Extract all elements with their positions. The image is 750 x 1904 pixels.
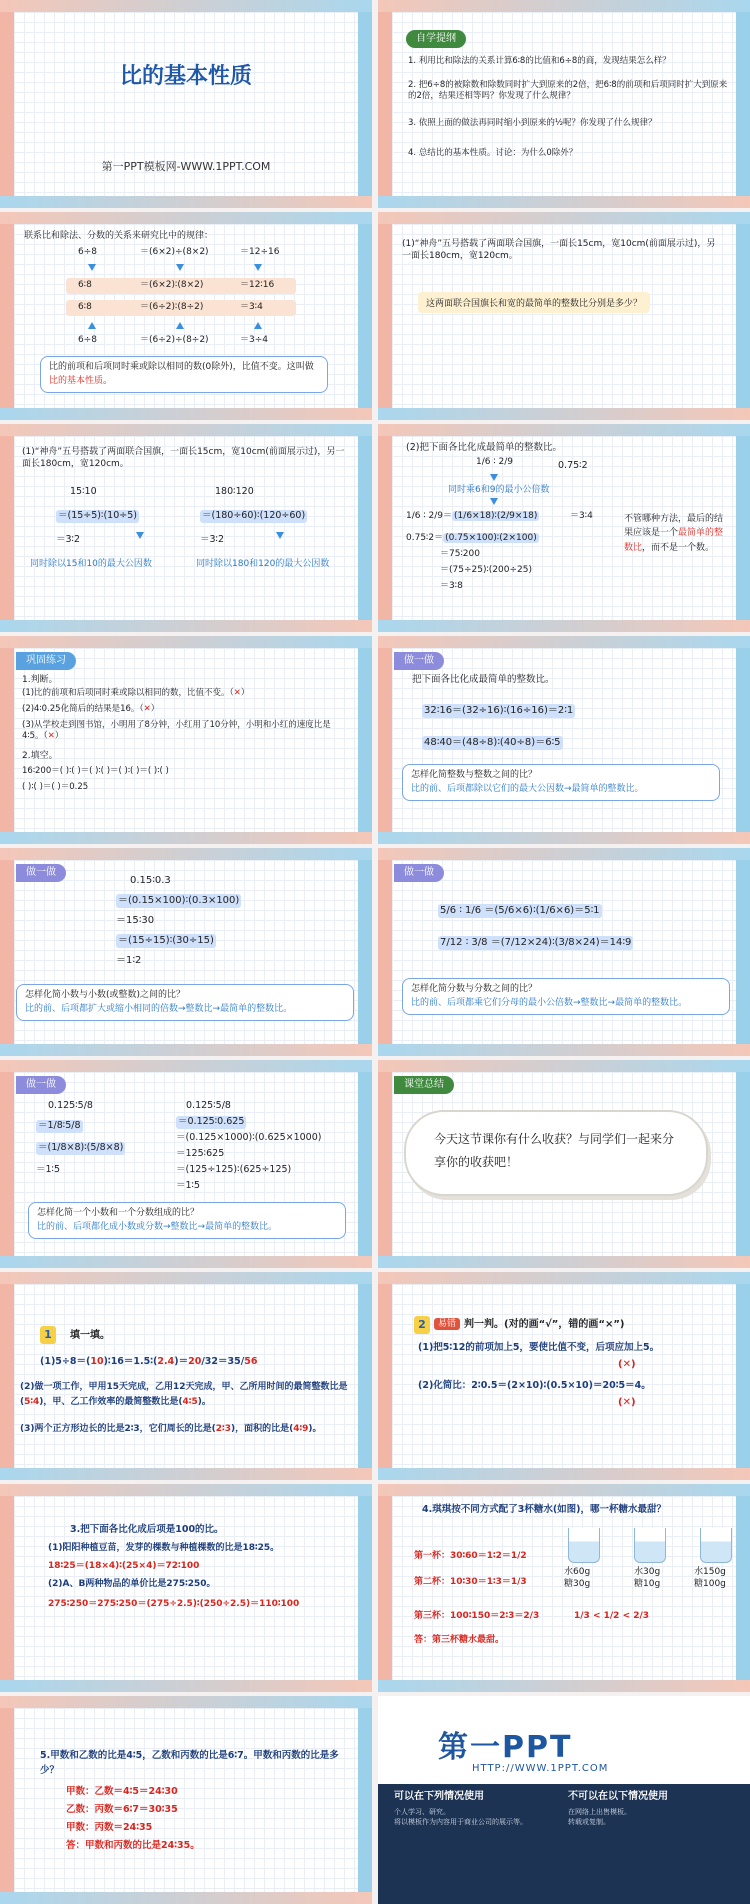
try-note: 怎样化简小数与小数(或整数)之间的比？ 比的前、后项都扩大或缩小相同的倍数→整数比→最简单的整数比。 [16,984,354,1021]
number-badge: 2 [414,1316,430,1334]
simplify-title: (2)把下面各比化成最简单的整数比。 [406,442,562,453]
try-tag: 做一做 [16,864,66,882]
arrow-down-icon [276,532,284,539]
ex1-q2: (2)做一项工作，甲用15天完成，乙用12天完成，甲、乙所用时间的最简整数比是(5∶4)，甲、乙工作效率的最简整数比是(4∶5)。 [20,1382,348,1408]
outline-item-4: 4. 总结比的基本性质。讨论：为什么0除外？ [408,148,578,158]
right-note: 同时除以180和120的最大公因数 [196,559,330,569]
slide-practice[interactable]: 巩固练习 1.判断。 (1)比的前项和后项同时乘或除以相同的数，比值不变。（✕） (2)4∶0.25化简后的结果是16。（✕） (3)从学校走到图书馆，小明用了8分钟，小红用了10分钟，小明和小红的速度比是4∶5。（✕） 2.填空。 16∶200＝( )∶( )＝( )∶( )＝( )∶( )＝( )∶( ) ( )∶( )＝( )＝0.25 [0,636,372,844]
ex2-mark-1: (✕) [618,1359,636,1370]
arrow-down-icon [254,264,262,271]
rules-note: 比的前项和后项同时乘或除以相同的数(0除外)，比值不变。这叫做比的基本性质。 [40,356,328,393]
outline-tag: 自学提纲 [406,30,466,48]
arrow-down-icon [490,474,498,481]
slide-exercise-4[interactable]: 4.琪琪按不同方式配了3杯糖水(如图)，哪一杯糖水最甜？ 水60g 糖30g 水30g 糖10g 水150g 糖100g 第一杯：30∶60＝1∶2＝1/2 第二杯：10∶30＝1∶3＝1/3 第三杯：100∶150＝2∶3＝2/3 1/3 < 1/2 < 2/3 答：第三杯糖水最甜。 [378,1484,750,1692]
summary-tag: 课堂总结 [394,1076,454,1094]
slide-exercise-1[interactable]: 1 填一填。 (1)5÷8＝(10)∶16＝1.5∶(2.4)＝20/32＝35/56 (2)做一项工作，甲用15天完成，乙用12天完成，甲、乙所用时间的最简整数比是(5∶4)，甲、乙工作效率的最简整数比是(4∶5)。 (3)两个正方形边长的比是2∶3，它们周长的比是(2∶3)，面积的比是(4∶9)。 [0,1272,372,1480]
slide-try-mixed[interactable]: 做一做 0.125∶5/8 ＝1/8∶5/8 ＝(1/8×8)∶(5/8×8) ＝1∶5 0.125∶5/8 ＝0.125∶0.625 ＝(0.125×1000)∶(0.625×1000) ＝125∶625 ＝(125÷125)∶(625÷125) ＝1∶5 怎样化简一个小数和一个分数组成的比？ 比的前、后项都化成小数或分数→整数比→最简单的整数比。 [0,1060,372,1268]
slide-rules[interactable]: 联系比和除法、分数的关系来研究比中的规律： 6÷8 ＝(6×2)÷(8×2) ＝12÷16 6∶8 ＝(6×2)∶(8×2) ＝12∶16 6∶8 ＝(6÷2)∶(8÷2) ＝3∶4 6÷8 ＝(6÷2)÷(8÷2) ＝3÷4 比的前项和后项同时乘或除以相同的数(0除外)，比值不变。这叫做比的基本性质。 [0,212,372,420]
slide-simplify[interactable]: (2)把下面各比化成最简单的整数比。 1/6 ∶ 2/9 0.75∶2 同时乘6和9的最小公倍数 1/6 ∶ 2/9＝ (1/6×18)∶(2/9×18) ＝3∶4 0.75∶2＝ (0.75×100)∶(2×100) ＝75∶200 ＝(75÷25)∶(200÷25) ＝3∶8 不管哪种方法，最后的结果应该是一个最简单的整数比，而不是一个数。 [378,424,750,632]
simplify-hint: 同时乘6和9的最小公倍数 [448,485,550,495]
flags-question: 这两面联合国旗长和宽的最简单的整数比分别是多少？ [418,292,650,313]
arrow-down-icon [176,264,184,271]
ppt-url[interactable]: HTTP://WWW.1PPT.COM [472,1763,609,1774]
try-tag: 做一做 [394,652,444,670]
error-prone-label: 易错 [434,1318,460,1330]
left-note: 同时除以15和10的最大公因数 [30,559,152,569]
slide-exercise-5[interactable]: 5.甲数和乙数的比是4∶5，乙数和丙数的比是6∶7。甲数和丙数的比是多少？ 甲数：乙数＝4∶5＝24∶30 乙数：丙数＝6∶7＝30∶35 甲数：丙数＝24∶35 答：甲数和丙数的比是24∶35。 [0,1696,372,1904]
arrow-down-icon [88,264,96,271]
wrong-mark-icon: ✕ [233,688,241,698]
try-note: 怎样化简整数与整数之间的比？ 比的前、后项都除以它们的最大公因数→最简单的整数比。 [402,764,720,801]
try-tag: 做一做 [16,1076,66,1094]
outline-item-1: 1. 利用比和除法的关系计算6∶8的比值和6÷8的商，发现结果怎么样？ [408,56,671,66]
slide-flags-answer[interactable]: (1)“神舟”五号搭载了两面联合国旗，一面长15cm，宽10cm(前面展示过)，另一面长180cm，宽120cm。 15∶10 ＝(15÷5)∶(10÷5) ＝3∶2 同时除以15和10的最大公因数 180∶120 ＝(180÷60)∶(120÷60) ＝3∶2 同时除以180和120的最大公因数 [0,424,372,632]
practice-tag: 巩固练习 [16,652,76,670]
slide-summary[interactable] [378,1060,750,1268]
cup-icon [568,1528,600,1563]
summary-text: 今天这节课你有什么收获？与同学们一起来分享你的收获吧！ [434,1132,675,1169]
arrow-down-icon [136,532,144,539]
flags-text: (1)“神舟”五号搭载了两面联合国旗，一面长15cm，宽10cm(前面展示过)，另一面长180cm，宽120cm。 [402,239,716,262]
ex1-q3: (3)两个正方形边长的比是2∶3，它们周长的比是(2∶3)，面积的比是(4∶9)。 [20,1424,322,1434]
slide-title[interactable] [0,0,372,208]
slide-exercise-2[interactable]: 2 易错 判一判。(对的画“√”，错的画“×”) (1)把5∶12的前项加上5，要使比值不变，后项应加上5。 (✕) (2)化简比：2∶0.5＝(2×10)∶(0.5×10)＝20∶5＝4。 (✕) [378,1272,750,1480]
arrow-up-icon [254,322,262,329]
slide-flags-question[interactable] [378,212,750,420]
outline-item-3: 3. 依照上面的做法再同时缩小到原来的½呢？你发现了什么规律？ [408,118,657,128]
slide-outline[interactable] [378,0,750,208]
slide-ad[interactable]: 第一PPT HTTP://WWW.1PPT.COM 可以在下列情况使用 不可以在以下情况使用 个人学习、研究。 将以模板作为内容用于商业公司的展示等。 在网络上出售模板。 转载或复制。 [378,1696,750,1904]
wrong-mark-icon: ✕ [143,704,151,714]
cup-icon [634,1528,666,1563]
fraction-1-6-2-9: 1/6 ∶ 2/9 [476,457,514,467]
try-note: 怎样化简分数与分数之间的比？ 比的前、后项都乘它们分母的最小公倍数→整数比→最简单的整数比。 [402,978,730,1015]
slide-try-decimals[interactable]: 做一做 0.15∶0.3 ＝(0.15×100)∶(0.3×100) ＝15∶30 ＝(15÷15)∶(30÷15) ＝1∶2 怎样化简小数与小数(或整数)之间的比？ 比的前、后项都扩大或缩小相同的倍数→整数比→最简单的整数比。 [0,848,372,1056]
try-tag: 做一做 [394,864,444,882]
slide-exercise-3[interactable]: 3.把下面各比化成后项是100的比。 (1)阳阳种植豆苗，发芽的棵数与种植棵数的比是18∶25。 18∶25＝(18×4)∶(25×4)＝72∶100 (2)A、B两种物品的单价比是275∶250。 275∶250＝275∶250＝(275÷2.5)∶(250÷2.5)＝110∶100 [0,1484,372,1692]
slide-title-heading: 比的基本性质 [119,64,252,89]
try-note: 怎样化简一个小数和一个分数组成的比？ 比的前、后项都化成小数或分数→整数比→最简单的整数比。 [28,1202,346,1239]
rules-intro: 联系比和除法、分数的关系来研究比中的规律： [24,231,214,241]
number-badge: 1 [40,1326,56,1344]
flags-text-2: (1)“神舟”五号搭载了两面联合国旗，一面长15cm，宽10cm(前面展示过)，另一面长180cm，宽120cm。 [22,447,345,470]
arrow-up-icon [176,322,184,329]
slide-try-integers[interactable]: 做一做 把下面各比化成最简单的整数比。 32∶16＝(32÷16)∶(16÷16)＝2∶1 48∶40＝(48÷8)∶(40÷8)＝6∶5 怎样化简整数与整数之间的比？ 比的前、后项都除以它们的最大公因数→最简单的整数比。 [378,636,750,844]
outline-item-2: 2. 把6÷8的被除数和除数同时扩大到原来的2倍，把6∶8的前项和后项同时扩大到原来的2倍，结果还相等吗？你发现了什么规律？ [408,80,728,102]
arrow-down-icon [490,498,498,505]
cup-icon [700,1528,732,1563]
arrow-up-icon [88,322,96,329]
simplify-note: 不管哪种方法，最后的结果应该是一个最简单的整数比，而不是一个数。 [624,514,724,553]
wrong-mark-icon: ✕ [47,731,55,742]
slide-try-fractions[interactable]: 做一做 5/6 ∶ 1/6 ＝(5/6×6)∶(1/6×6)＝5∶1 7/12 ∶ 3/8 ＝(7/12×24)∶(3/8×24)＝14∶9 怎样化简分数与分数之间的比？ 比的前、后项都乘它们分母的最小公倍数→整数比→最简单的整数比。 [378,848,750,1056]
ppt-logo: 第一PPT [438,1730,573,1765]
ex1-q1: (1)5÷8＝(10)∶16＝1.5∶(2.4)＝20/32＝35/56 [40,1356,258,1367]
ex2-mark-2: (✕) [618,1397,636,1408]
slide-title-subtitle: 第一PPT模板网-WWW.1PPT.COM [101,160,271,173]
